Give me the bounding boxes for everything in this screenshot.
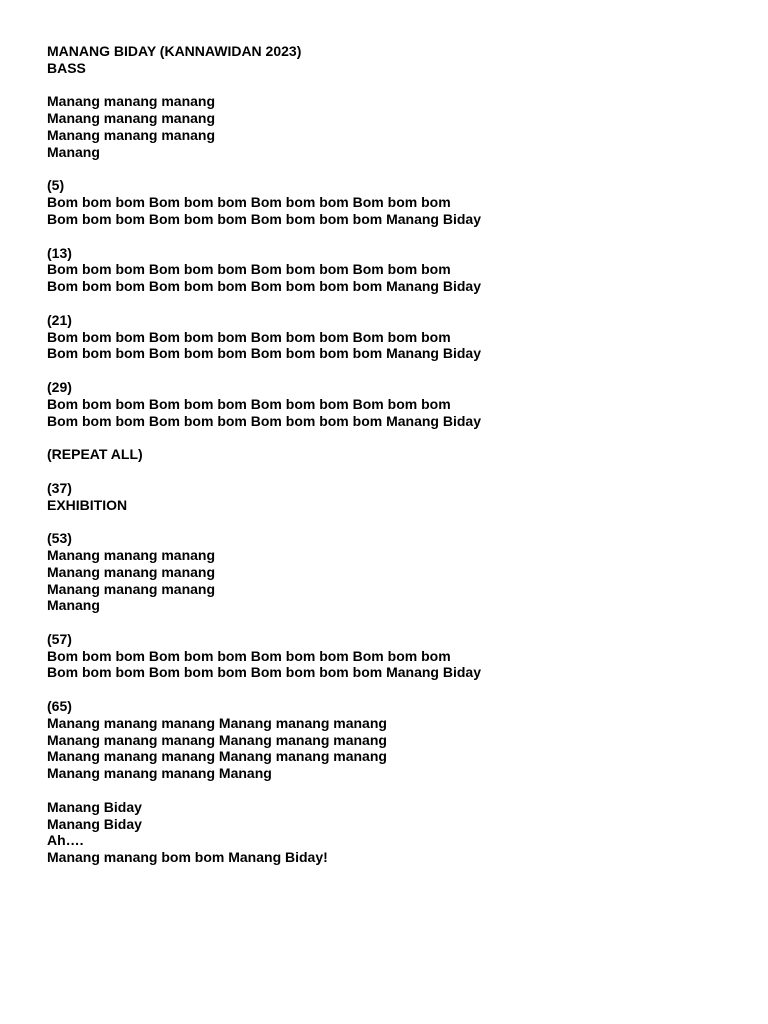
voice-part-label: BASS bbox=[47, 59, 86, 76]
lyric-line: Bom bom bom Bom bom bom Bom bom bom Bom bom bom bbox=[47, 328, 451, 345]
lyric-stanza bbox=[47, 245, 747, 295]
lyric-line: (REPEAT ALL) bbox=[47, 446, 143, 463]
lyric-stanza bbox=[47, 93, 747, 160]
lyric-line: Manang bbox=[47, 597, 100, 614]
lyric-line: (5) bbox=[47, 177, 65, 194]
lyric-stanza bbox=[47, 698, 747, 782]
document-title: MANANG BIDAY (KANNAWIDAN 2023) bbox=[47, 43, 302, 59]
document-page bbox=[47, 43, 747, 883]
lyric-line: Bom bom bom Bom bom bom Bom bom bom bom Manang Biday bbox=[47, 210, 481, 227]
lyric-line: Bom bom bom Bom bom bom Bom bom bom bom Manang Biday bbox=[47, 412, 481, 429]
lyric-line: Manang manang manang Manang bbox=[47, 765, 272, 782]
lyric-line: Manang manang manang bbox=[47, 110, 216, 127]
lyric-line: Manang Biday bbox=[47, 815, 142, 832]
lyric-line: Bom bom bom Bom bom bom Bom bom bom Bom bom bom bbox=[47, 194, 451, 211]
lyric-line: Manang manang manang bbox=[47, 93, 216, 110]
lyric-line: (65) bbox=[47, 698, 72, 715]
lyric-stanza bbox=[47, 312, 747, 362]
lyric-line: Bom bom bom Bom bom bom Bom bom bom bom Manang Biday bbox=[47, 664, 481, 681]
lyric-line: Manang Biday bbox=[47, 798, 142, 815]
lyric-line: Manang manang manang Manang manang manang bbox=[47, 748, 387, 765]
lyric-line: Manang manang manang bbox=[47, 546, 216, 563]
lyric-line: Manang manang manang Manang manang manang bbox=[47, 714, 387, 731]
lyric-stanza bbox=[47, 799, 747, 866]
lyric-line: Manang bbox=[47, 143, 100, 160]
lyric-line: Manang manang manang Manang manang manang bbox=[47, 731, 387, 748]
lyric-line: Manang manang manang bbox=[47, 580, 216, 597]
lyric-line: Ah…. bbox=[47, 832, 84, 849]
lyric-line: Bom bom bom Bom bom bom Bom bom bom Bom bom bom bbox=[47, 395, 451, 412]
lyric-line: (21) bbox=[47, 311, 72, 328]
lyric-line: Bom bom bom Bom bom bom Bom bom bom bom Manang Biday bbox=[47, 345, 481, 362]
lyric-line: Bom bom bom Bom bom bom Bom bom bom Bom bom bom bbox=[47, 261, 451, 278]
lyric-line: (57) bbox=[47, 630, 72, 647]
lyric-line: Manang manang manang bbox=[47, 126, 216, 143]
lyric-line: (13) bbox=[47, 244, 72, 261]
lyric-line: Bom bom bom Bom bom bom Bom bom bom bom Manang Biday bbox=[47, 278, 481, 295]
lyric-line: EXHIBITION bbox=[47, 496, 128, 513]
lyric-line: Bom bom bom Bom bom bom Bom bom bom Bom bom bom bbox=[47, 647, 451, 664]
lyric-stanza bbox=[47, 631, 747, 681]
lyric-stanza bbox=[47, 379, 747, 429]
lyric-stanza bbox=[47, 177, 747, 227]
lyric-line: (53) bbox=[47, 530, 72, 547]
lyrics-body bbox=[47, 93, 747, 866]
lyric-stanza bbox=[47, 530, 747, 614]
lyric-stanza bbox=[47, 480, 747, 514]
lyric-stanza bbox=[47, 446, 747, 463]
lyric-line: (29) bbox=[47, 378, 72, 395]
lyric-line: Manang manang bom bom Manang Biday! bbox=[47, 849, 328, 866]
header-block bbox=[47, 43, 747, 77]
lyric-line: Manang manang manang bbox=[47, 563, 216, 580]
lyric-line: (37) bbox=[47, 479, 72, 496]
